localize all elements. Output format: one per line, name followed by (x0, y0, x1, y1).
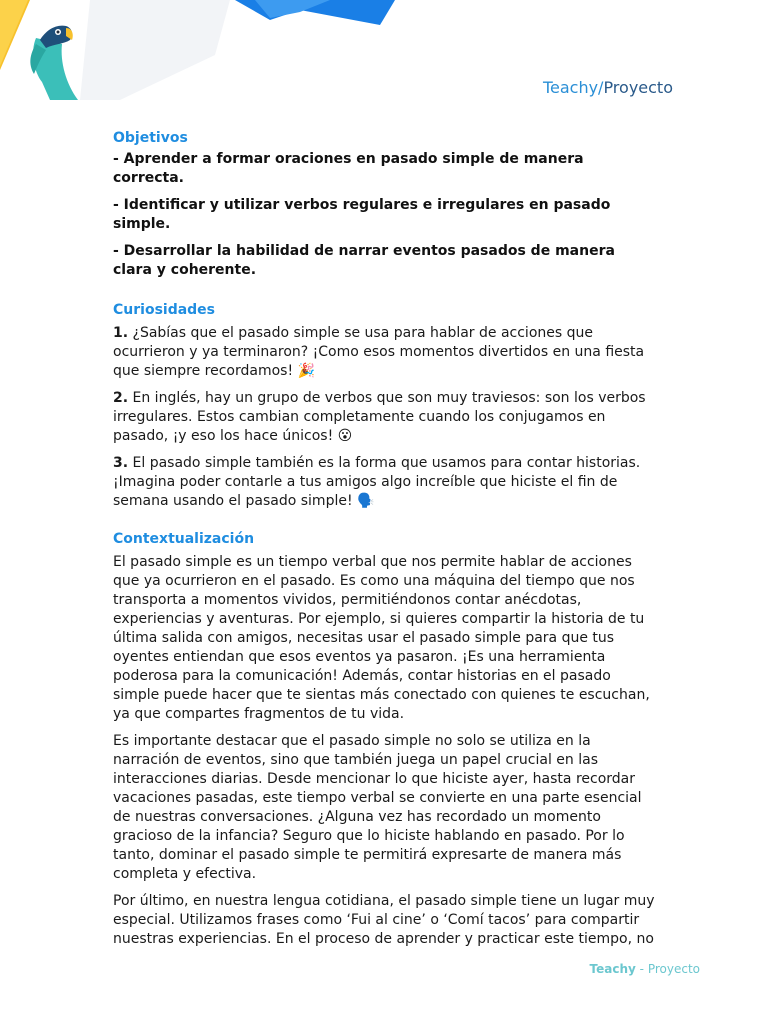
objective-item: - Aprender a formar oraciones en pasado simple de manera correcta. (113, 151, 584, 186)
brand-section: Proyecto (603, 78, 673, 97)
context-paragraph: El pasado simple es un tiempo verbal que nos permite hablar de acciones que ya ocurrieron en el pasado. Es como una máquina del tiempo que nos transporta a momentos vividos, permitiéndonos contar anécdotas, experiencias y aventuras. Por ejemplo, si quieres compartir la historia de tu última salida con amigos, necesitas usar el pasado simple para que tus oyentes entiendan que esos eventos ya pasaron. ¡Es una herramienta poderosa para la comunicación! Además, contar historias en el pasado simple puede hacer que te sientas más conectado con quienes te escuchan, ya que compartes fragmentos de tu vida. (113, 554, 650, 722)
brand-header (543, 78, 673, 98)
objective-item: - Identificar y utilizar verbos regulares e irregulares en pasado simple. (113, 197, 611, 232)
curiosity-number: 1. (113, 325, 129, 341)
footer-section: Proyecto (647, 962, 700, 976)
curiosity-number: 2. (113, 390, 129, 406)
footer-brand: Teachy (589, 962, 636, 976)
header-decoration (0, 0, 420, 100)
curiosity-text: El pasado simple también es la forma que usamos para contar historias. ¡Imagina poder contarle a tus amigos algo increíble que hiciste el fin de semana usando el pasado simple! 🗣️ (113, 455, 641, 509)
context-title: Contextualización (113, 531, 255, 547)
curiosity-item (113, 454, 658, 511)
footer-separator: - (635, 962, 648, 976)
context-paragraph: Por último, en nuestra lengua cotidiana, el pasado simple tiene un lugar muy especial. Utilizamos frases como ‘Fui al cine’ o ‘Comí tacos’ para compartir nuestras experiencias. En el proceso de aprender y practicar este tiempo, no (113, 893, 655, 947)
curiosity-item (113, 324, 658, 381)
document-body (113, 128, 658, 957)
curiosities-title: Curiosidades (113, 302, 216, 318)
curiosity-text: ¿Sabías que el pasado simple se usa para hablar de acciones que ocurrieron y ya terminaron? ¡Como esos momentos divertidos en una fiesta que siempre recordamos! 🎉 (113, 325, 645, 379)
parrot-logo-icon (30, 26, 78, 100)
curiosity-item (113, 389, 658, 446)
brand-name: Teachy/ (542, 78, 604, 97)
objectives-title: Objetivos (113, 130, 188, 146)
context-paragraph: Es importante destacar que el pasado simple no solo se utiliza en la narración de eventos, sino que también juega un papel crucial en las interacciones diarias. Desde mencionar lo que hiciste ayer, hasta recordar vacaciones pasadas, este tiempo verbal se convierte en una parte esencial de nuestras conversaciones. ¿Alguna vez has recordado un momento gracioso de la infancia? Seguro que lo hiciste hablando en pasado. Por lo tanto, dominar el pasado simple te permitirá expresarte de manera más completa y efectiva. (113, 733, 642, 882)
curiosity-number: 3. (113, 455, 129, 471)
page-footer (590, 961, 700, 977)
curiosity-text: En inglés, hay un grupo de verbos que son muy traviesos: son los verbos irregulares. Estos cambian completamente cuando los conjugamos en pasado, ¡y eso los hace únicos! 😮 (113, 390, 646, 444)
objective-item: - Desarrollar la habilidad de narrar eventos pasados de manera clara y coherente. (113, 243, 615, 278)
